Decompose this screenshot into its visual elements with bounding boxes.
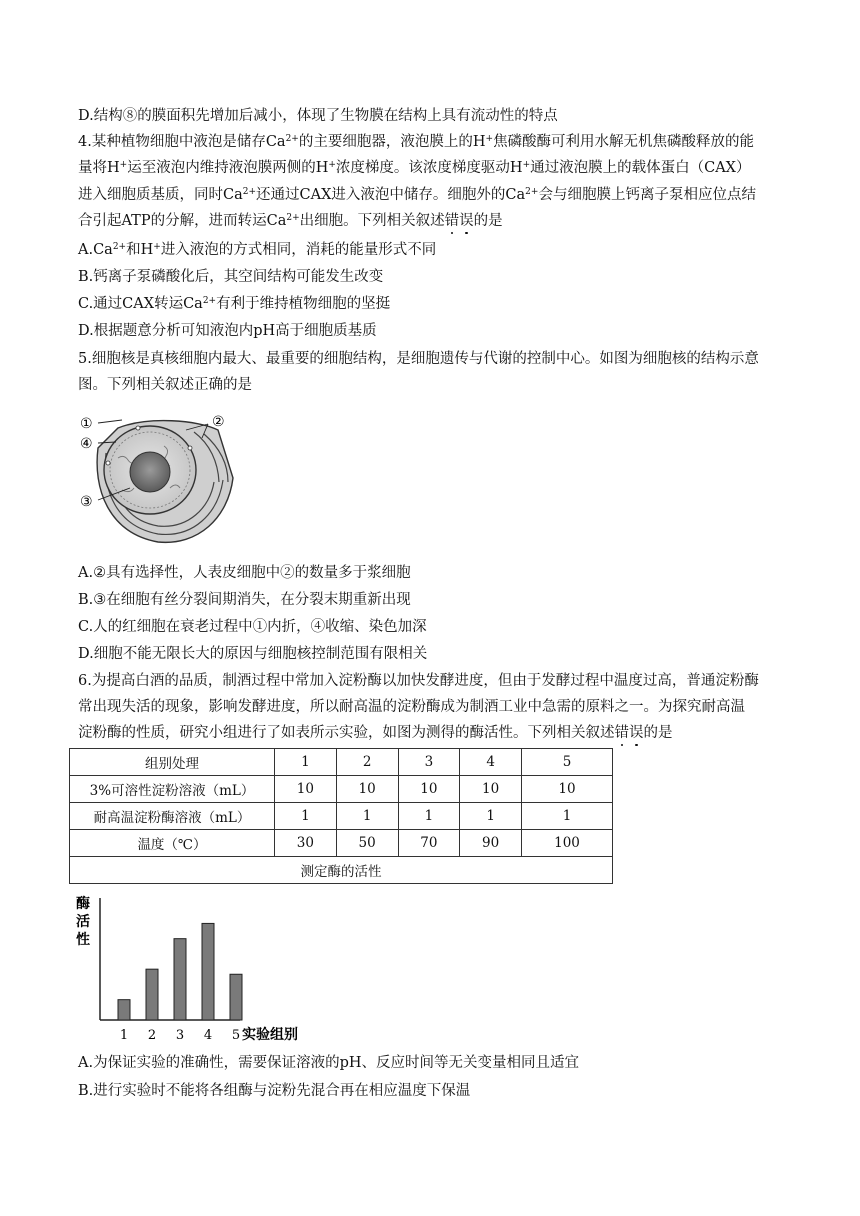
bar-5 [230,974,242,1020]
q6-option-a: A.为保证实验的准确性，需要保证溶液的pH、反应时间等无关变量相同且适宜 [78,1055,580,1071]
table-row [70,803,613,830]
x-tick-label: 2 [147,1028,157,1043]
q4-option-b: B.钙离子泵磷酸化后，其空间结构可能发生改变 [78,269,384,285]
table-cell: 10 [275,776,337,803]
y-axis-label: 酶活性 [76,896,90,948]
table-cell: 1 [522,803,613,830]
q6-stem-line2: 常出现失活的现象，影响发酵进度，所以耐高温的淀粉酶成为制酒工业中急需的原料之一。为探究耐高温 [78,699,745,715]
table-row [70,857,613,884]
q6-stem-line3: 淀粉酶的性质，研究小组进行了如表所示实验，如图为测得的酶活性。下列相关叙述错误的是 [78,725,673,741]
table-cell: 10 [398,776,460,803]
table-cell: 5 [522,749,613,776]
table-cell: 耐高温淀粉酶溶液（mL） [70,803,275,830]
q5-option-a: A.②具有选择性，人表皮细胞中②的数量多于浆细胞 [78,565,411,581]
x-tick-label: 5 [231,1028,241,1043]
q4-option-c: C.通过CAX转运$Ca^{2+}$有利于维持植物细胞的坚挺 [78,296,391,312]
q6-stem-line1: 6.为提高白酒的品质，制酒过程中常加入淀粉酶以加快发酵进度，但由于发酵过程中温度过高，普通淀粉酶 [78,673,759,689]
table-cell: 50 [336,830,398,857]
table-cell: 10 [336,776,398,803]
bar-3 [174,939,186,1020]
q4-stem-line2: 量将H+运至液泡内维持液泡膜两侧的H+浓度梯度。该浓度梯度驱动H+通过液泡膜上的载体蛋白（CAX） [78,160,751,176]
table-cell: 10 [522,776,613,803]
label-1: ① [80,416,93,432]
q6-option-b: B.进行实验时不能将各组酶与淀粉先混合再在相应温度下保温 [78,1083,471,1099]
bar-1 [118,1000,130,1020]
table-cell: 1 [398,803,460,830]
x-tick-label: 3 [175,1028,185,1043]
table-cell: 70 [398,830,460,857]
table-cell: 1 [275,803,337,830]
q5-option-b: B.③在细胞有丝分裂间期消失，在分裂末期重新出现 [78,592,411,608]
label-4: ④ [80,436,93,452]
q3-option-d: D.结构⑧的膜面积先增加后减小，体现了生物膜在结构上具有流动性的特点 [78,108,558,124]
enzyme-activity-chart [74,892,344,1044]
table-cell: 1 [275,749,337,776]
bar-2 [146,969,158,1020]
table-row [70,776,613,803]
table-cell: 1 [336,803,398,830]
q5-stem-line1: 5.细胞核是真核细胞内最大、最重要的细胞结构，是细胞遗传与代谢的控制中心。如图为细胞核的结构示意 [78,351,759,367]
q4-stem-line3: 进入细胞质基质，同时$Ca^{2+}$还通过CAX进入液泡中储存。细胞外的$Ca^{2+}$会与细胞膜上钙离子泵相应位点结 [78,187,756,203]
table-cell: 2 [336,749,398,776]
q5-stem-line2: 图。下列相关叙述正确的是 [78,377,252,393]
label-3: ③ [80,494,93,510]
q5-option-d: D.细胞不能无限长大的原因与细胞核控制范围有限相关 [78,646,428,662]
table-row [70,830,613,857]
q5-option-c: C.人的红细胞在衰老过程中①内折，④收缩、染色加深 [78,619,427,635]
x-tick-label: 1 [119,1028,129,1043]
table-cell: 1 [460,803,522,830]
table-cell: 3 [398,749,460,776]
q4-stem-line1: 4.某种植物细胞中液泡是储存$Ca^{2+}$的主要细胞器，液泡膜上的H+焦磷酸酶可利用水解无机焦磷酸释放的能 [78,134,755,150]
table-cell: 温度（℃） [70,830,275,857]
q4-stem-line4: 合引起ATP的分解，进而转运$Ca^{2+}$出细胞。下列相关叙述错误的是 [78,213,503,229]
table-cell: 组别处理 [70,749,275,776]
table-cell: 10 [460,776,522,803]
table-cell: 100 [522,830,613,857]
q4-option-a: $A.Ca^{2+}$和H+进入液泡的方式相同，消耗的能量形式不同 [78,242,437,258]
experiment-table [69,748,613,884]
table-cell: 3%可溶性淀粉溶液（mL） [70,776,275,803]
table-cell: 30 [275,830,337,857]
table-cell: 90 [460,830,522,857]
label-2: ② [212,414,225,430]
table-footer-cell: 测定酶的活性 [70,857,613,884]
x-axis-label: 实验组别 [242,1027,298,1043]
table-row [70,749,613,776]
q4-option-d: D.根据题意分析可知液泡内pH高于细胞质基质 [78,323,377,339]
bar-4 [202,923,214,1020]
x-tick-label: 4 [203,1028,213,1043]
table-cell: 4 [460,749,522,776]
nucleus-figure [78,408,248,548]
